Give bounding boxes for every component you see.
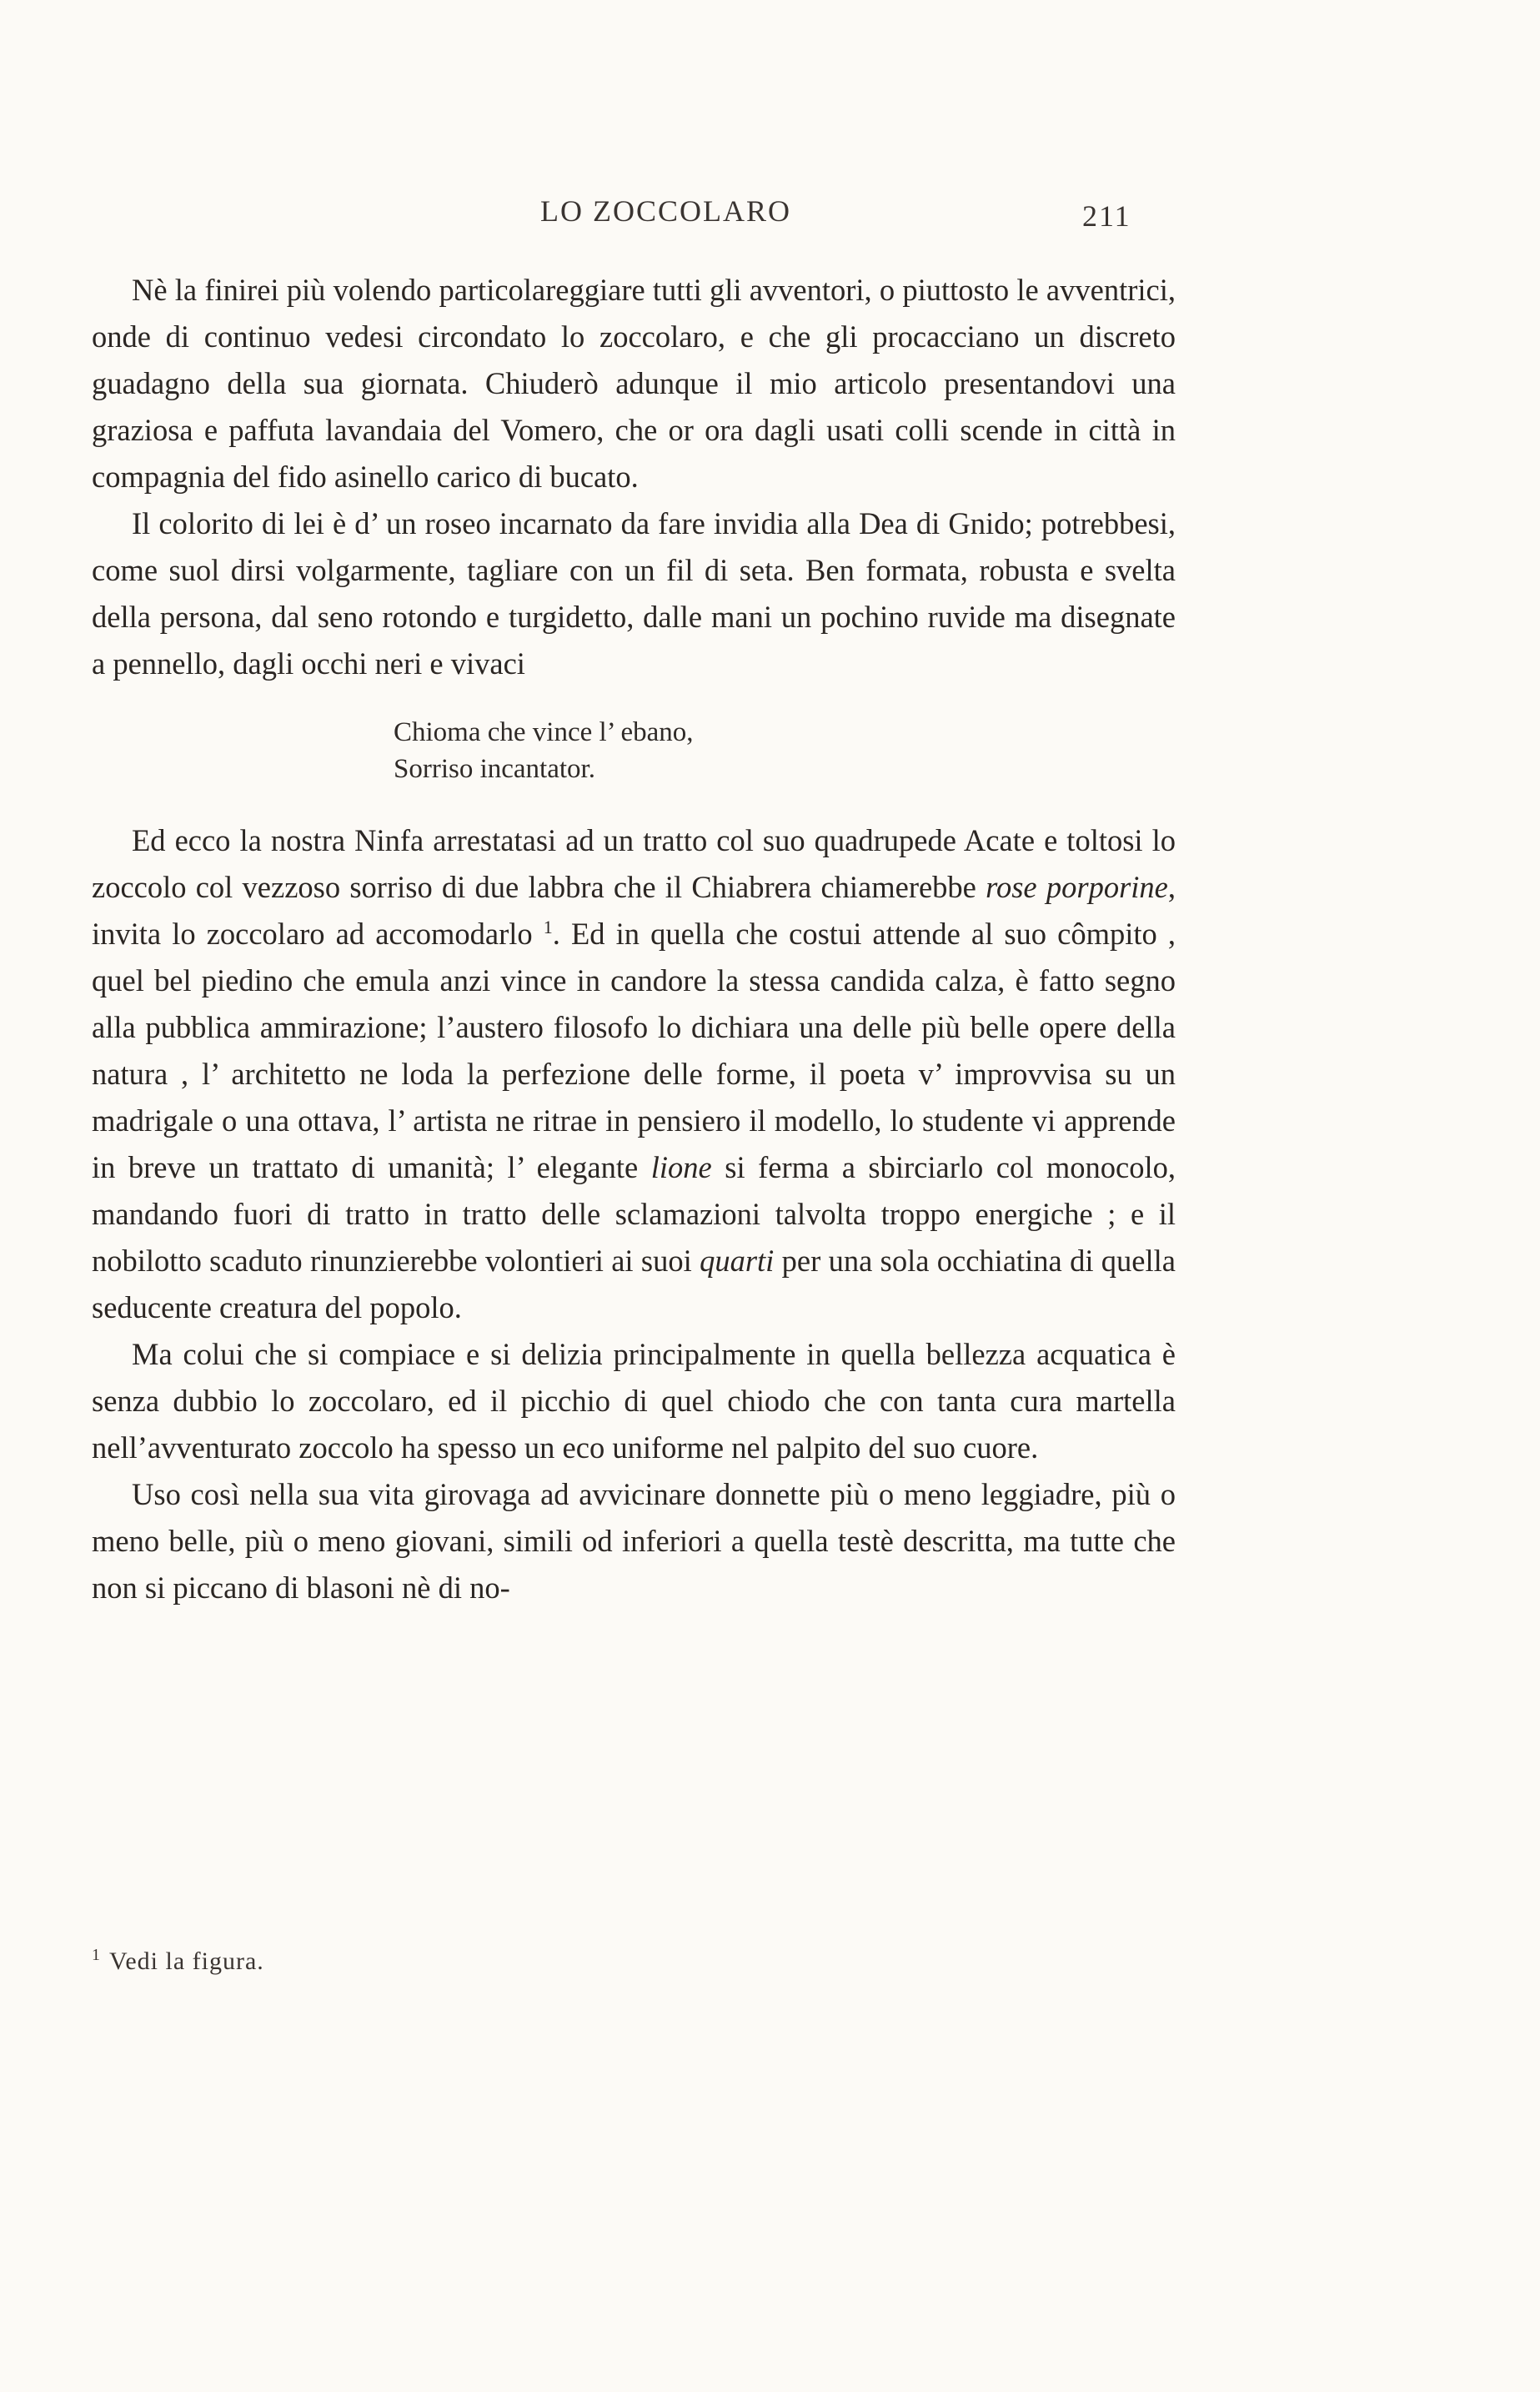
italic-quarti: quarti (700, 1244, 775, 1278)
footnote-text: Vedi la figura. (109, 1947, 264, 1975)
main-text (92, 267, 1176, 1611)
verse-quote (92, 714, 1176, 787)
footnote (92, 1947, 264, 1976)
paragraph-5: Uso così nella sua vita girovaga ad avvicinare donnette più o meno leggiadre, più o meno belle, più o meno giovani, simili od inferiori a quella testè descritta, ma tutte che non si piccano di blasoni nè di no- (92, 1477, 1176, 1605)
paragraph-2: Il colorito di lei è d’ un roseo incarnato da fare invidia alla Dea di Gnido; potrebbesi, come suol dirsi volgarmente, tagliare con un fil di seta. Ben formata, robusta e svelta della persona, dal seno rotondo e turgidetto, dalle mani un pochino ruvide ma disegnate a pennello, dagli occhi neri e vivaci (92, 506, 1176, 681)
footnote-number: 1 (92, 1946, 101, 1964)
paragraph-3-text-5: per una sola occhiatina di quella seducente creatura del popolo. (92, 1244, 1176, 1324)
paragraph-3-text-4: si ferma a sbirciarlo col monocolo, mandando fuori di tratto in tratto delle sclamazioni talvolta troppo energiche ; e il nobilotto scaduto rinunzierebbe volontieri ai suoi (92, 1150, 1176, 1278)
verse-line-2: Sorriso incantator. (394, 754, 595, 784)
page-number: 211 (1082, 199, 1131, 233)
paragraph-3-text-2: , invita lo zoccolaro ad accomodarlo (92, 870, 1176, 951)
italic-rose-porporine: rose porporine (986, 870, 1168, 904)
italic-lione: lione (650, 1150, 712, 1184)
footnote-reference: 1 (543, 916, 553, 937)
paragraph-4: Ma colui che si compiace e si delizia principalmente in quella bellezza acquatica è senza dubbio lo zoccolaro, ed il picchio di quel chiodo che con tanta cura martella nell’avventurato zoccolo ha spesso un eco uniforme nel palpito del suo cuore. (92, 1337, 1176, 1465)
paragraph-3-text-3: . Ed in quella che costui attende al suo cômpito , quel bel piedino che emula anzi vince in candore la stessa candida calza, è fatto segno alla pubblica ammirazione; l’austero filosofo lo dichiara una delle più belle opere della natura , l’ architetto ne loda la perfezione delle forme, il poeta v’ improvvisa su un madrigale o una ottava, l’ artista ne ritrae in pensiero il modello, lo studente vi apprende in breve un trattato di umanità; l’ elegante (92, 917, 1176, 1184)
page-header (92, 193, 1176, 244)
verse-line-1: Chioma che vince l’ ebano, (394, 717, 694, 747)
paragraph-3 (92, 817, 1176, 1331)
running-title: LO ZOCCOLARO (540, 194, 791, 228)
paragraph-3-text-1: Ed ecco la nostra Ninfa arrestatasi ad un tratto col suo quadrupede Acate e toltosi lo zoccolo col vezzoso sorriso di due labbra che il Chiabrera chiamerebbe (92, 823, 1176, 904)
paragraph-1: Nè la finirei più volendo particolareggiare tutti gli avventori, o piuttosto le avventrici, onde di continuo vedesi circondato lo zoccolaro, e che gli procacciano un discreto guadagno della sua giornata. Chiuderò adunque il mio articolo presentandovi una graziosa e paffuta lavandaia del Vomero, che or ora dagli usati colli scende in città in compagnia del fido asinello carico di bucato. (92, 273, 1176, 494)
